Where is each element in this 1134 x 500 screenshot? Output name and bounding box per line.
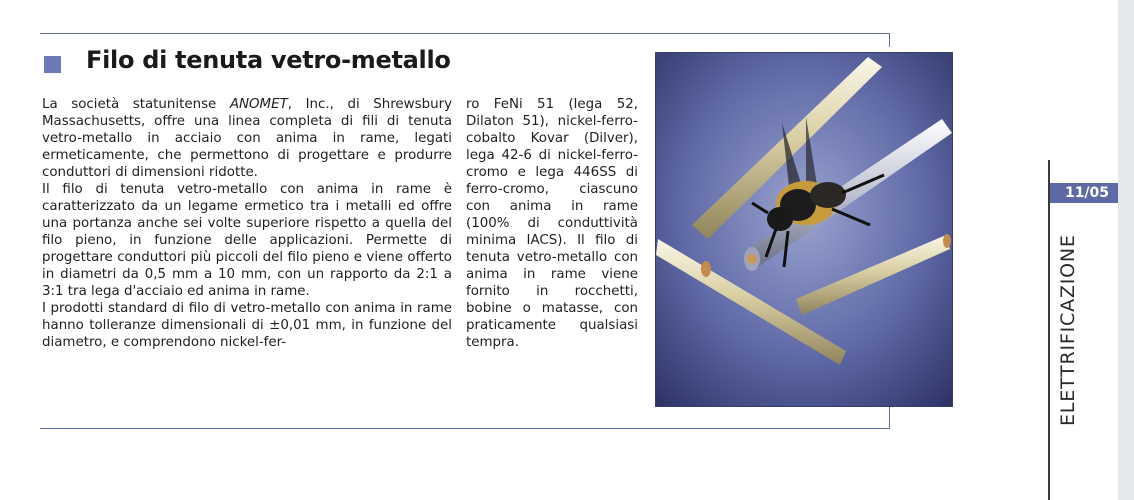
section-label: ELETTRIFICAZIONE	[1057, 234, 1079, 426]
paragraph-2: Il filo di tenuta vetro-metallo con anima in rame è caratterizzato da un legame ermetico tra i metalli ed offre una portanza anche sei volte superiore rispetto a quella del filo pieno, in funzione delle applicazioni. Permette di progettare conduttori più piccoli del filo pieno e viene offerto in diametri da 0,5 mm a 10 mm, con un rapporto da 2:1 a 3:1 tra lega d'acciaio ed anima in rame.	[42, 182, 452, 299]
issue-badge: 11/05	[1050, 183, 1124, 203]
page-edge-strip	[1118, 0, 1134, 500]
article-column-1	[42, 96, 452, 351]
wire-and-bee-illustration	[656, 53, 952, 406]
sidebar-rule	[1048, 160, 1050, 500]
article-column-2	[466, 96, 638, 351]
product-photo	[655, 52, 953, 407]
paragraph-3: I prodotti standard di filo di vetro-metallo con anima in rame hanno tolleranze dimensionali di ±0,01 mm, in funzione del diametro, e comprendono nickel-fer-	[42, 301, 452, 350]
frame-right-rule-lower	[889, 405, 890, 429]
frame-top-rule	[40, 33, 890, 34]
paragraph-4: ro FeNi 51 (lega 52, Dilaton 51), nickel-ferro-cobalto Kovar (Dilver), lega 42-6 di nickel-ferro-cromo e lega 446SS di ferro-cromo, ciascuno con anima in rame (100% di conduttività minima IACS). Il filo di tenuta vetro-metallo con anima in rame viene fornito in rocchetti, bobine o matasse, con praticamente qualsiasi tempra.	[466, 97, 638, 350]
company-name: ANOMET	[229, 97, 288, 112]
article-title: Filo di tenuta vetro-metallo	[86, 46, 451, 74]
frame-bottom-rule	[40, 428, 890, 429]
title-bullet-square	[44, 56, 61, 73]
paragraph-1: La società statunitense ANOMET, Inc., di Shrewsbury Massachusetts, offre una linea completa di fili di tenuta vetro-metallo in acciaio con anima in rame, legati ermeticamente, che permettono di progettare e produrre conduttori di dimensioni ridotte.	[42, 97, 452, 180]
frame-right-rule	[889, 33, 890, 47]
